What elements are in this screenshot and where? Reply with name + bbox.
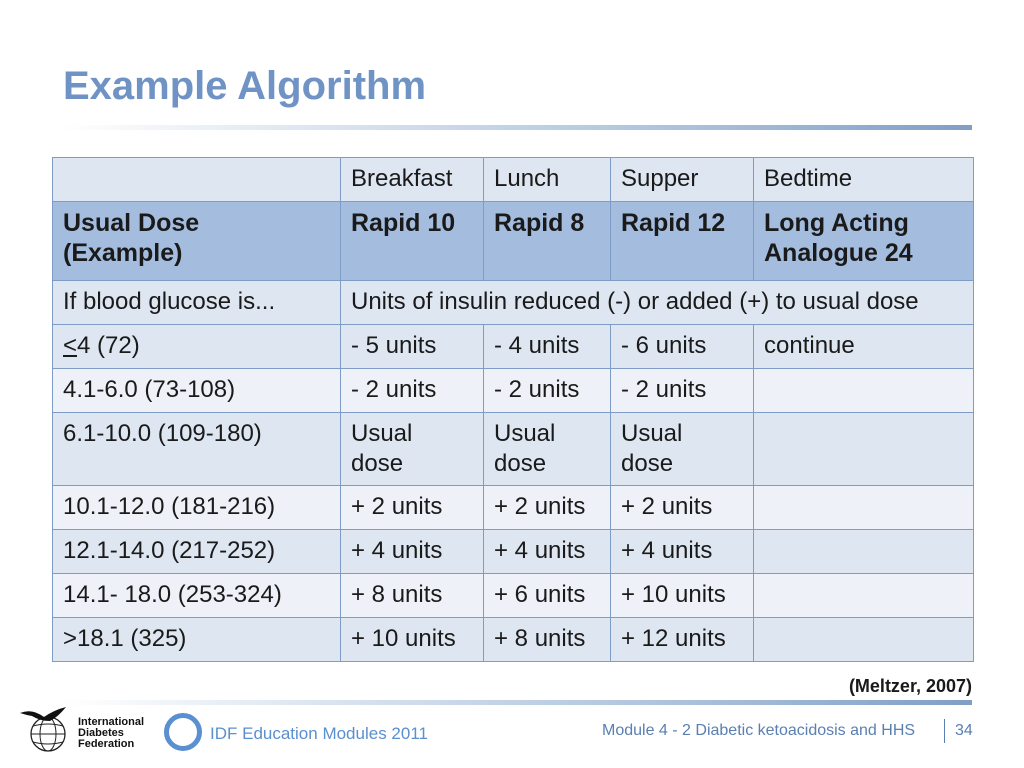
supper-cell: + 2 units	[611, 486, 754, 530]
supper-cell: - 2 units	[611, 369, 754, 413]
range-cell: 4.1-6.0 (73-108)	[53, 369, 341, 413]
page-number: 34	[955, 722, 973, 739]
lunch-cell: - 2 units	[484, 369, 611, 413]
lunch-cell: + 8 units	[484, 618, 611, 662]
table-row	[53, 574, 974, 618]
education-modules-label: IDF Education Modules 2011	[210, 724, 428, 743]
usual-dose-row	[53, 202, 974, 281]
bedtime-cell	[754, 618, 974, 662]
lunch-cell: + 6 units	[484, 574, 611, 618]
lunch-cell: + 4 units	[484, 530, 611, 574]
table-row	[53, 413, 974, 486]
dose-lunch: Rapid 8	[484, 202, 611, 281]
organization-name: International Diabetes Federation	[78, 716, 145, 750]
glucose-label: If blood glucose is...	[53, 281, 341, 325]
header-supper: Supper	[611, 158, 754, 202]
insulin-algorithm-table	[52, 157, 974, 662]
dose-bedtime: Long Acting Analogue 24	[754, 202, 974, 281]
breakfast-cell: Usual dose	[341, 413, 484, 486]
breakfast-cell: - 5 units	[341, 325, 484, 369]
breakfast-cell: + 4 units	[341, 530, 484, 574]
citation: (Meltzer, 2007)	[848, 676, 972, 696]
footer-separator	[944, 719, 945, 743]
ring-logo-icon	[164, 713, 202, 751]
table-row	[53, 325, 974, 369]
bedtime-cell	[754, 574, 974, 618]
header-cell-empty	[53, 158, 341, 202]
dose-supper: Rapid 12	[611, 202, 754, 281]
header-bedtime: Bedtime	[754, 158, 974, 202]
range-cell: 14.1- 18.0 (253-324)	[53, 574, 341, 618]
supper-cell: + 10 units	[611, 574, 754, 618]
glucose-band-row	[53, 281, 974, 325]
dose-breakfast: Rapid 10	[341, 202, 484, 281]
usual-dose-label: Usual Dose (Example)	[53, 202, 341, 281]
lunch-cell: + 2 units	[484, 486, 611, 530]
header-breakfast: Breakfast	[341, 158, 484, 202]
breakfast-cell: + 2 units	[341, 486, 484, 530]
slide-title: Example Algorithm	[63, 64, 427, 108]
bedtime-cell: continue	[754, 325, 974, 369]
range-cell: 10.1-12.0 (181-216)	[53, 486, 341, 530]
title-divider	[60, 125, 972, 130]
adjustment-note: Units of insulin reduced (-) or added (+) to usual dose	[341, 281, 974, 325]
module-label: Module 4 - 2 Diabetic ketoacidosis and HHS	[602, 722, 916, 739]
bedtime-cell	[754, 413, 974, 486]
lunch-cell: Usual dose	[484, 413, 611, 486]
bedtime-cell	[754, 486, 974, 530]
range-cell: 12.1-14.0 (217-252)	[53, 530, 341, 574]
bedtime-cell	[754, 530, 974, 574]
table-row	[53, 530, 974, 574]
range-cell: 6.1-10.0 (109-180)	[53, 413, 341, 486]
table-row	[53, 486, 974, 530]
breakfast-cell: + 10 units	[341, 618, 484, 662]
range-cell: <4 (72)	[53, 325, 341, 369]
bedtime-cell	[754, 369, 974, 413]
supper-cell: + 12 units	[611, 618, 754, 662]
table-row	[53, 369, 974, 413]
footer-divider	[60, 700, 972, 705]
table-row	[53, 618, 974, 662]
table-header-row	[53, 158, 974, 202]
breakfast-cell: + 8 units	[341, 574, 484, 618]
range-cell: >18.1 (325)	[53, 618, 341, 662]
idf-bird-globe-logo	[18, 703, 78, 755]
header-lunch: Lunch	[484, 158, 611, 202]
supper-cell: Usual dose	[611, 413, 754, 486]
supper-cell: - 6 units	[611, 325, 754, 369]
supper-cell: + 4 units	[611, 530, 754, 574]
lunch-cell: - 4 units	[484, 325, 611, 369]
breakfast-cell: - 2 units	[341, 369, 484, 413]
